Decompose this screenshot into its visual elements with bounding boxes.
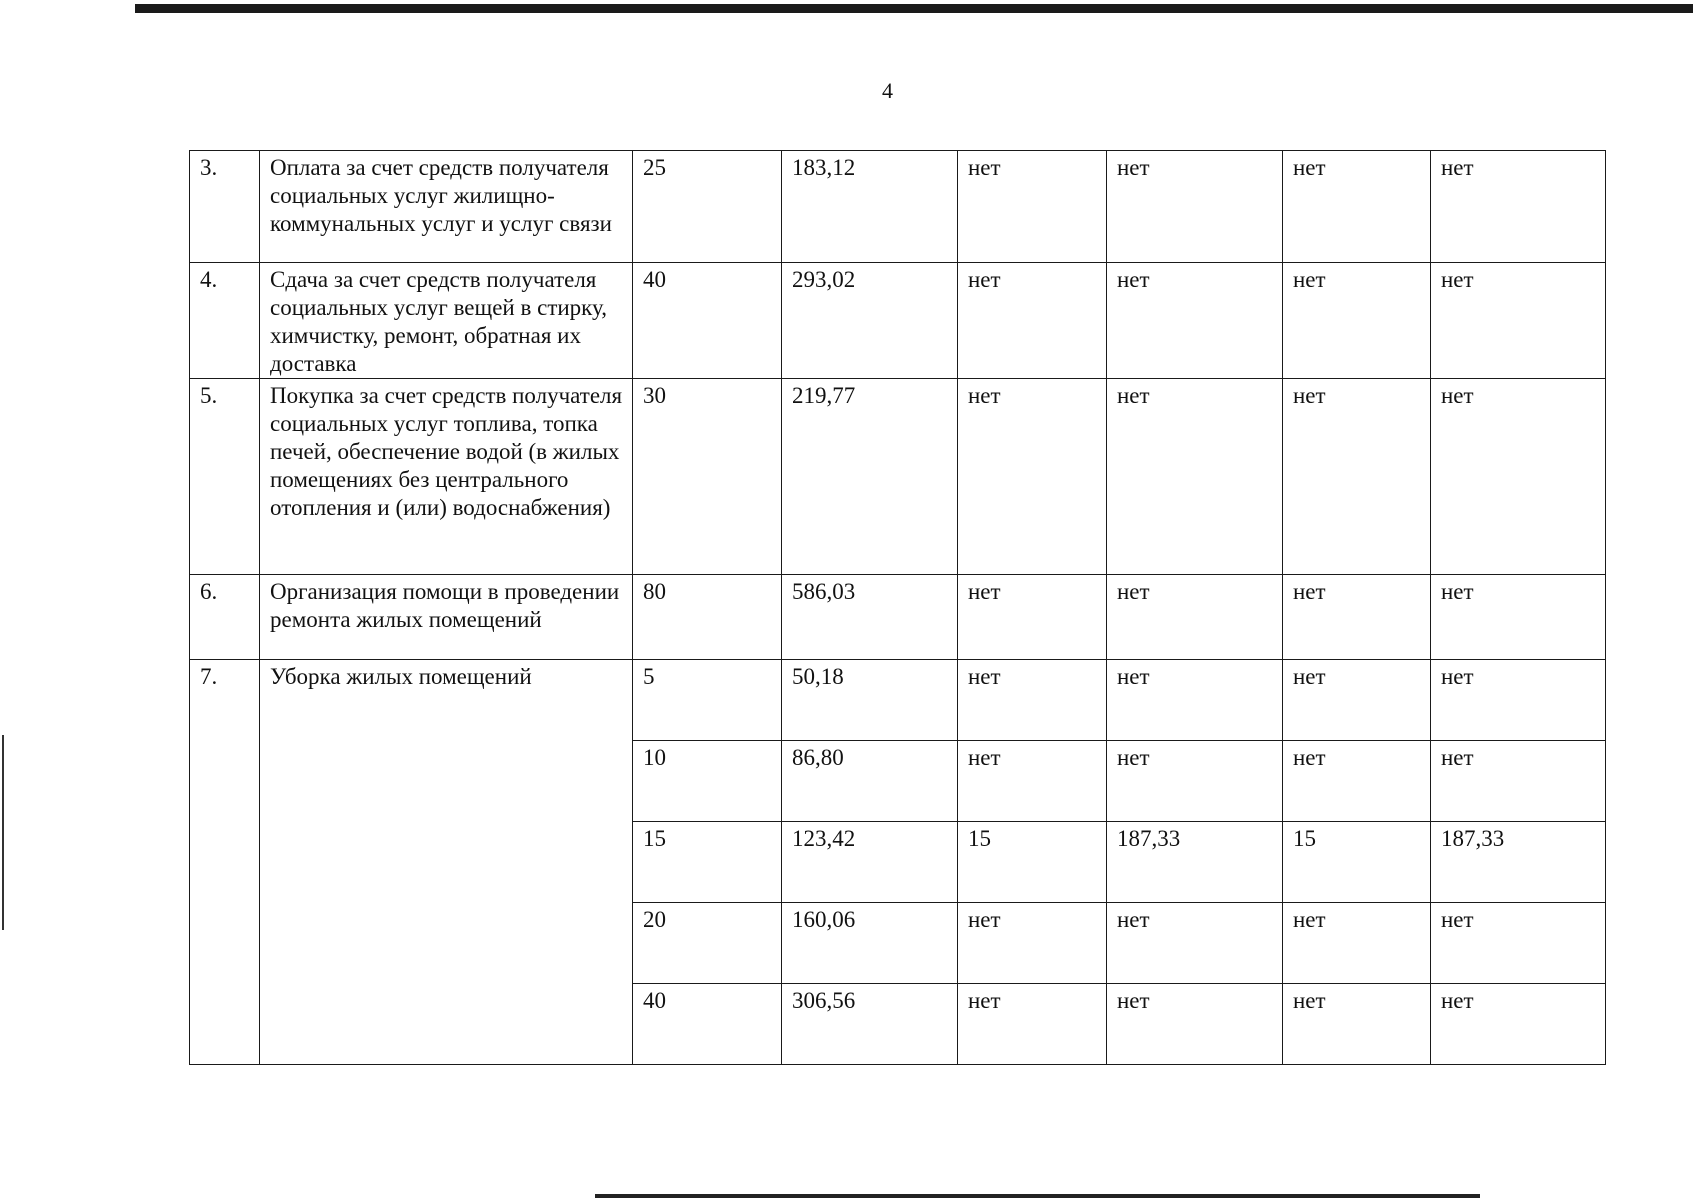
duration-cell: 30: [633, 379, 782, 575]
price-cell: 306,56: [782, 984, 958, 1065]
value-cell: нет: [1431, 660, 1606, 741]
services-table: [189, 150, 1606, 1065]
value-cell: нет: [1431, 379, 1606, 575]
value-cell: 15: [1283, 822, 1431, 903]
service-name: Покупка за счет средств получателя социальных услуг топлива, топка печей, обеспечение водой (в жилых помещениях без центрального отопления и (или) водоснабжения): [260, 379, 633, 575]
service-name: Оплата за счет средств получателя социальных услуг жилищно-коммунальных услуг и услуг связи: [260, 151, 633, 263]
value-cell: нет: [958, 741, 1107, 822]
duration-cell: 40: [633, 984, 782, 1065]
table-row: [190, 151, 1606, 263]
duration-cell: 80: [633, 575, 782, 660]
scan-edge-left: [2, 735, 4, 930]
value-cell: нет: [1283, 660, 1431, 741]
value-cell: нет: [958, 903, 1107, 984]
page-number: 4: [882, 78, 893, 103]
value-cell: нет: [958, 575, 1107, 660]
duration-cell: 5: [633, 660, 782, 741]
value-cell: 187,33: [1431, 822, 1606, 903]
row-number: 5.: [190, 379, 260, 575]
price-cell: 50,18: [782, 660, 958, 741]
value-cell: нет: [1107, 741, 1283, 822]
price-cell: 123,42: [782, 822, 958, 903]
value-cell: нет: [1107, 151, 1283, 263]
value-cell: нет: [1283, 379, 1431, 575]
value-cell: нет: [1431, 984, 1606, 1065]
value-cell: нет: [1431, 903, 1606, 984]
price-cell: 293,02: [782, 263, 958, 379]
scan-edge-top: [135, 4, 1693, 13]
value-cell: нет: [958, 660, 1107, 741]
service-name: Уборка жилых помещений: [260, 660, 633, 1065]
row-number: 6.: [190, 575, 260, 660]
value-cell: нет: [958, 984, 1107, 1065]
value-cell: нет: [1283, 575, 1431, 660]
price-cell: 86,80: [782, 741, 958, 822]
row-number: 7.: [190, 660, 260, 1065]
table-row: [190, 660, 1606, 741]
value-cell: нет: [1107, 660, 1283, 741]
value-cell: нет: [958, 151, 1107, 263]
price-cell: 160,06: [782, 903, 958, 984]
duration-cell: 25: [633, 151, 782, 263]
row-number: 3.: [190, 151, 260, 263]
value-cell: 15: [958, 822, 1107, 903]
value-cell: нет: [1107, 379, 1283, 575]
table-row: [190, 379, 1606, 575]
value-cell: нет: [958, 379, 1107, 575]
value-cell: нет: [1283, 984, 1431, 1065]
duration-cell: 15: [633, 822, 782, 903]
value-cell: нет: [1283, 903, 1431, 984]
value-cell: нет: [1431, 741, 1606, 822]
service-name: Организация помощи в проведении ремонта жилых помещений: [260, 575, 633, 660]
value-cell: нет: [1107, 263, 1283, 379]
scan-edge-bottom: [595, 1194, 1480, 1198]
value-cell: нет: [958, 263, 1107, 379]
table-row: [190, 263, 1606, 379]
table-row: [190, 575, 1606, 660]
value-cell: нет: [1431, 151, 1606, 263]
value-cell: нет: [1431, 263, 1606, 379]
duration-cell: 10: [633, 741, 782, 822]
value-cell: нет: [1283, 151, 1431, 263]
value-cell: нет: [1107, 903, 1283, 984]
value-cell: нет: [1431, 575, 1606, 660]
value-cell: нет: [1283, 741, 1431, 822]
value-cell: нет: [1107, 984, 1283, 1065]
service-name: Сдача за счет средств получателя социальных услуг вещей в стирку, химчистку, ремонт, обратная их доставка: [260, 263, 633, 379]
price-cell: 219,77: [782, 379, 958, 575]
price-cell: 586,03: [782, 575, 958, 660]
value-cell: нет: [1107, 575, 1283, 660]
duration-cell: 20: [633, 903, 782, 984]
price-cell: 183,12: [782, 151, 958, 263]
duration-cell: 40: [633, 263, 782, 379]
value-cell: 187,33: [1107, 822, 1283, 903]
row-number: 4.: [190, 263, 260, 379]
value-cell: нет: [1283, 263, 1431, 379]
